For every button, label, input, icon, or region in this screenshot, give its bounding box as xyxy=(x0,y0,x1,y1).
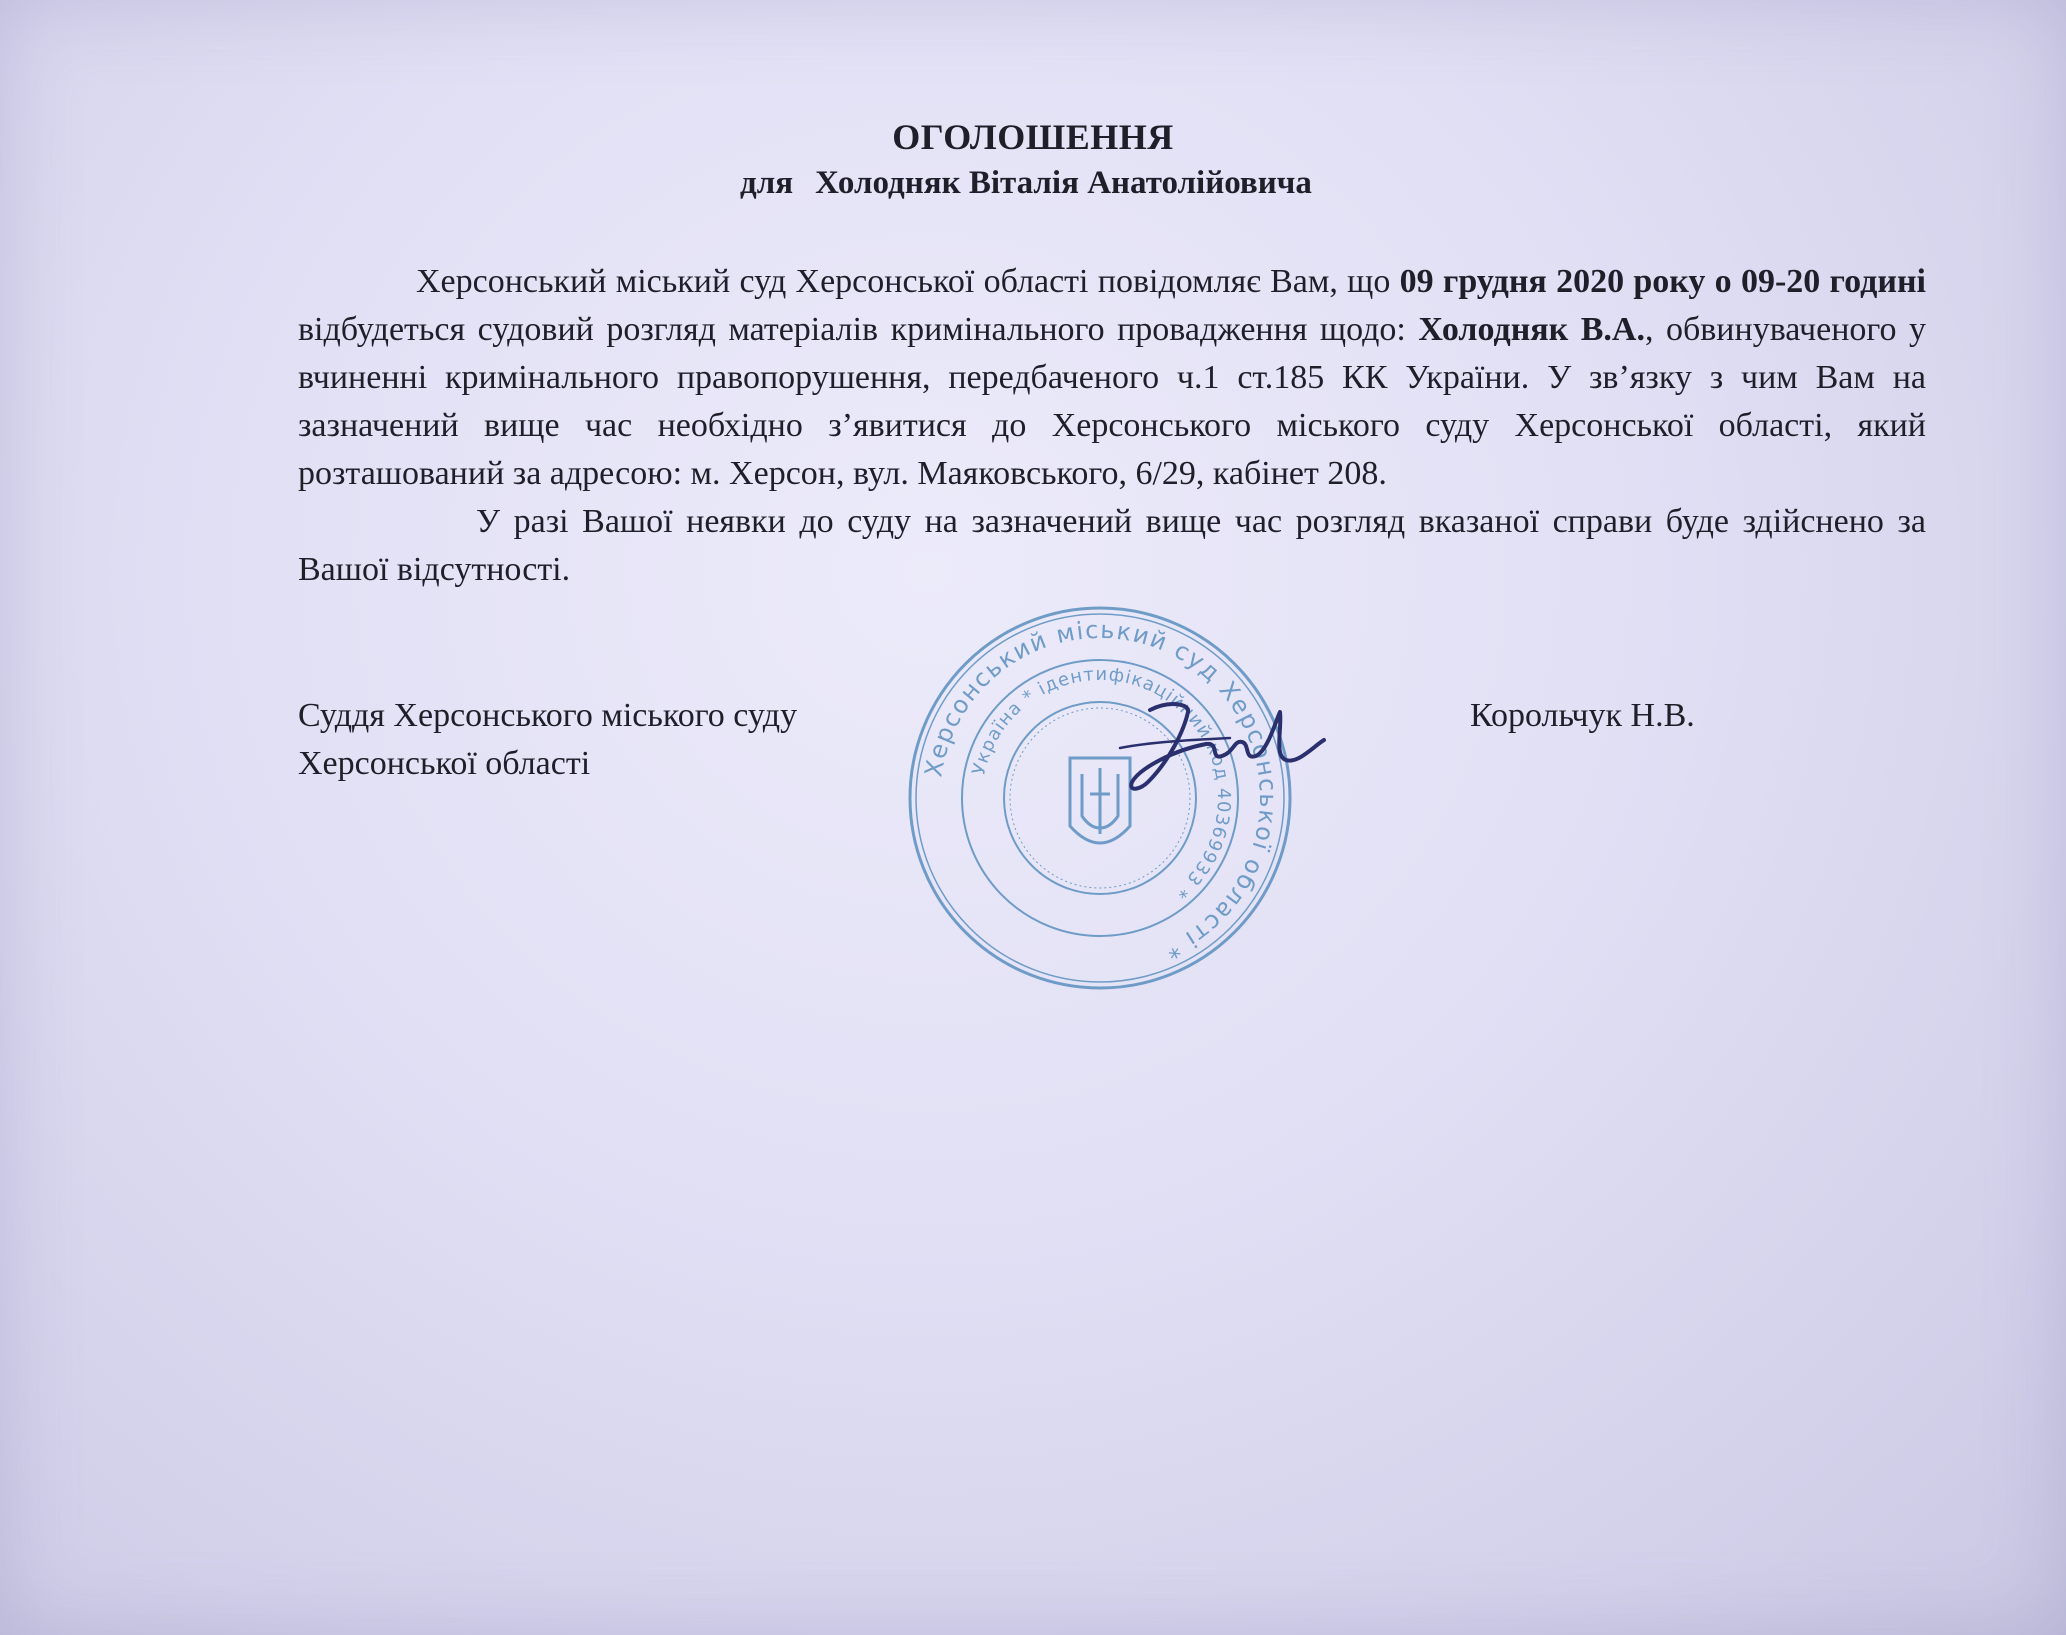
accused-name: Холодняк В.А. xyxy=(1418,311,1645,348)
signer-title-line-1: Суддя Херсонського міського суду xyxy=(298,697,798,734)
subtitle-for: для xyxy=(740,165,794,201)
document-title: ОГОЛОШЕННЯ xyxy=(892,117,1174,157)
signer-title xyxy=(298,692,797,788)
document-subtitle xyxy=(740,165,1312,202)
paragraph-1-text-b: відбудеться судовий розгляд матеріалів кримінального провадження щодо: xyxy=(298,311,1419,348)
svg-text:Україна * ідентифікаційний код: Україна * ідентифікаційний код 40369933 * xyxy=(968,663,1235,903)
addressee-name: Холодняк Віталія Анатолійовича xyxy=(815,165,1312,201)
handwritten-signature xyxy=(1110,690,1330,800)
svg-text:Херсонський міський суд Херсон: Херсонський міський суд Херсонської області * xyxy=(919,615,1283,966)
announcement-body xyxy=(298,258,1926,594)
paragraph-2: У разі Вашої неявки до суду на зазначений вище час розгляд вказаної справи буде здійснено за Вашої відсутності. xyxy=(298,503,1926,588)
signer-name: Корольчук Н.В. xyxy=(1470,697,1695,734)
paragraph-1-text-c: , обвинуваченого у вчиненні кримінального правопорушення, передбаченого ч.1 ст.185 КК України. У зв’язку з чим Вам на зазначений вище час необхідно з’явитися до Херсонського міського суду Херсонської області, який розташований за адресою: м. Херсон, вул. Маяковського, 6/29, кабінет 208. xyxy=(298,311,1926,492)
hearing-date: 09 грудня 2020 року о 09-20 годині xyxy=(1399,263,1926,300)
paragraph-1 xyxy=(298,258,1926,498)
signer-title-line-2: Херсонської області xyxy=(298,745,591,782)
paragraph-1-text-a: Херсонський міський суд Херсонської області повідомляє Вам, що xyxy=(416,263,1400,300)
